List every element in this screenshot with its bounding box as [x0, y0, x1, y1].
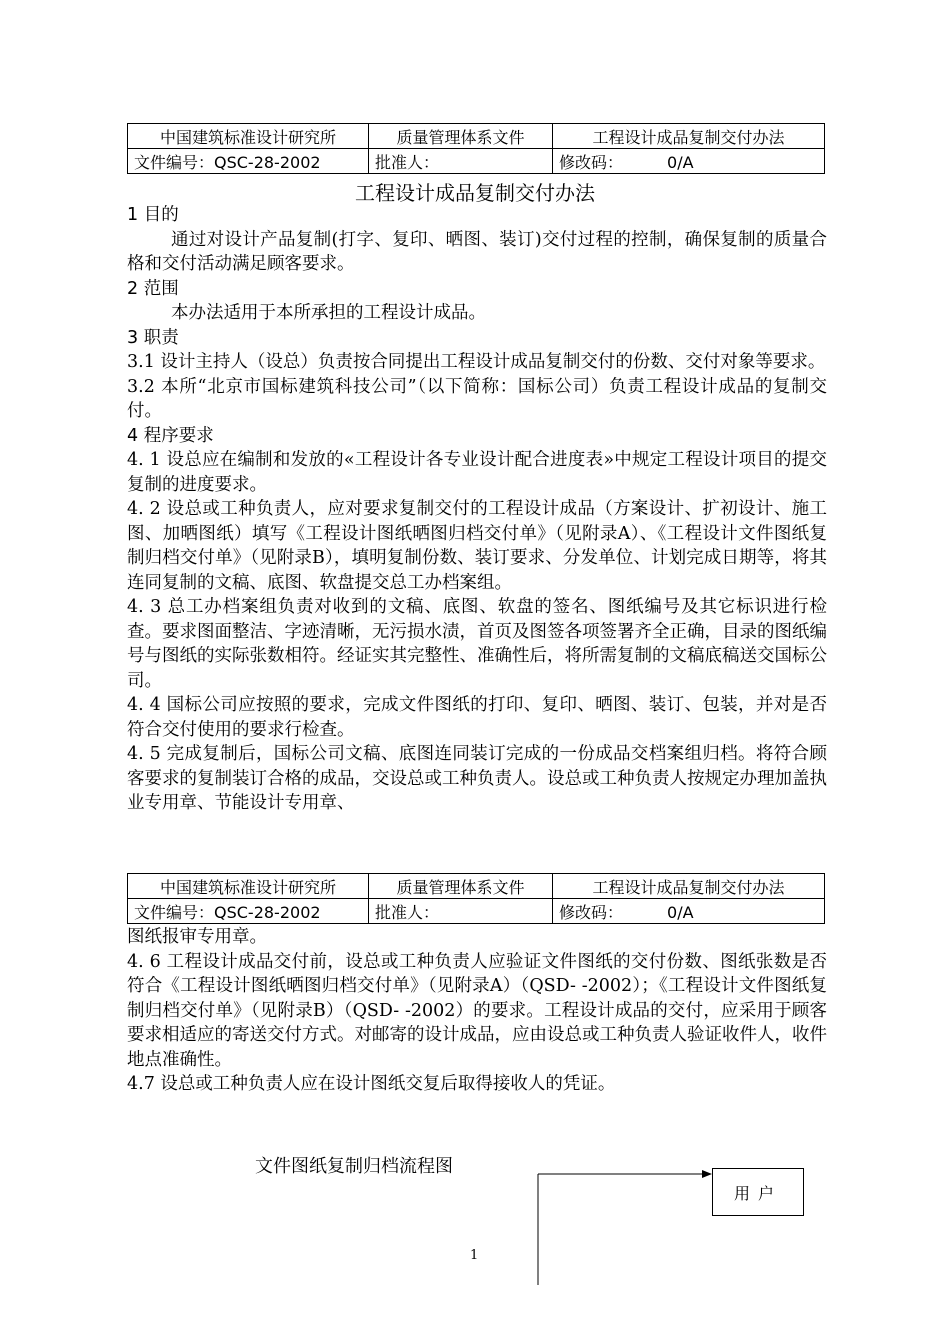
section-3-heading: 3 职责: [127, 327, 179, 348]
flowchart-title: 文件图纸复制归档流程图: [255, 1156, 453, 1177]
header-table: [127, 123, 825, 174]
paragraph-4-1: 4. 1 设总应在编制和发放的«工程设计各专业设计配合进度表»中规定工程设计项目的提交复制的进度要求。: [127, 450, 827, 495]
header-org: 中国建筑标准设计研究所: [128, 874, 369, 899]
paragraph-3-2: 3.2 本所“北京市国标建筑科技公司”（以下简称：国标公司）负责工程设计成品的复制交付。: [127, 376, 827, 421]
flowchart-connector: [530, 1160, 720, 1290]
section-1-text: 通过对设计产品复制(打字、复印、晒图、装订)交付过程的控制，确保复制的质量合格和交付活动满足顾客要求。: [127, 229, 827, 274]
section-2-text: 本办法适用于本所承担的工程设计成品。: [171, 303, 486, 323]
paragraph-continuation: 图纸报审专用章。: [127, 927, 267, 947]
page1-body: [127, 203, 827, 816]
header-doc-type: 质量管理体系文件: [369, 124, 553, 149]
header-doc-title: 工程设计成品复制交付办法: [553, 874, 825, 899]
paragraph-4-7: 4.7 设总或工种负责人应在设计图纸交复后取得接收人的凭证。: [127, 1074, 616, 1094]
header-org: 中国建筑标准设计研究所: [128, 124, 369, 149]
document-title: 工程设计成品复制交付办法: [355, 181, 595, 205]
paragraph-4-6: 4. 6 工程设计成品交付前，设总或工种负责人应验证文件图纸的交付份数、图纸张数是否符合《工程设计图纸晒图归档交付单》（见附录A）（QSD- -2002）；《工程设计文件图纸复制归档交付单》（见附录B）（QSD- -2002）的要求。工程设计成品的交付，应采用于顾客要求相适应的寄送交付方式。对邮寄的设计成品，应由设总或工种负责人验证收件人，收件地点准确性。: [127, 951, 827, 1070]
header-revision: 修改码： 0/A: [553, 149, 825, 174]
section-4-heading: 4 程序要求: [127, 425, 214, 446]
header-file-no: 文件编号：QSC-28-2002: [128, 899, 369, 924]
page2-body: [127, 925, 827, 1097]
paragraph-4-2: 4. 2 设总或工种负责人，应对要求复制交付的工程设计成品（方案设计、扩初设计、施工图、加晒图纸）填写《工程设计图纸晒图归档交付单》（见附录A）、《工程设计文件图纸复制归档交付单》（见附录B），填明复制份数、装订要求、分发单位、计划完成日期等，将其连同复制的文稿、底图、软盘提交总工办档案组。: [127, 499, 827, 593]
paragraph-3-1: 3.1 设计主持人（设总）负责按合同提出工程设计成品复制交付的份数、交付对象等要求。: [127, 352, 826, 372]
header-doc-type: 质量管理体系文件: [369, 874, 553, 899]
page-number: 1: [470, 1248, 479, 1263]
paragraph-4-5: 4. 5 完成复制后，国标公司文稿、底图连同装订完成的一份成品交档案组归档。将符合顾客要求的复制装订合格的成品，交设总或工种负责人。设总或工种负责人按规定办理加盖执业专用章、节能设计专用章、: [127, 744, 827, 813]
header-file-no: 文件编号：QSC-28-2002: [128, 149, 369, 174]
paragraph-4-4: 4. 4 国标公司应按照的要求，完成文件图纸的打印、复印、晒图、装订、包装，并对是否符合交付使用的要求行检查。: [127, 695, 827, 740]
header-table-page2: [127, 873, 825, 924]
paragraph-4-3: 4. 3 总工办档案组负责对收到的文稿、底图、软盘的签名、图纸编号及其它标识进行检查。要求图面整洁、字迹清晰，无污损水渍，首页及图签各项签署齐全正确，目录的图纸编号与图纸的实际张数相符。经证实其完整性、准确性后，将所需复制的文稿底稿送交国标公司。: [127, 597, 827, 691]
section-2-heading: 2 范围: [127, 278, 179, 299]
header-revision: 修改码： 0/A: [553, 899, 825, 924]
flow-arrow-head: [702, 1170, 712, 1178]
header-doc-title: 工程设计成品复制交付办法: [553, 124, 825, 149]
header-approver: 批准人：: [369, 149, 553, 174]
flowchart-user-box: 用户: [712, 1168, 804, 1216]
header-approver: 批准人：: [369, 899, 553, 924]
section-1-heading: 1 目的: [127, 205, 179, 225]
